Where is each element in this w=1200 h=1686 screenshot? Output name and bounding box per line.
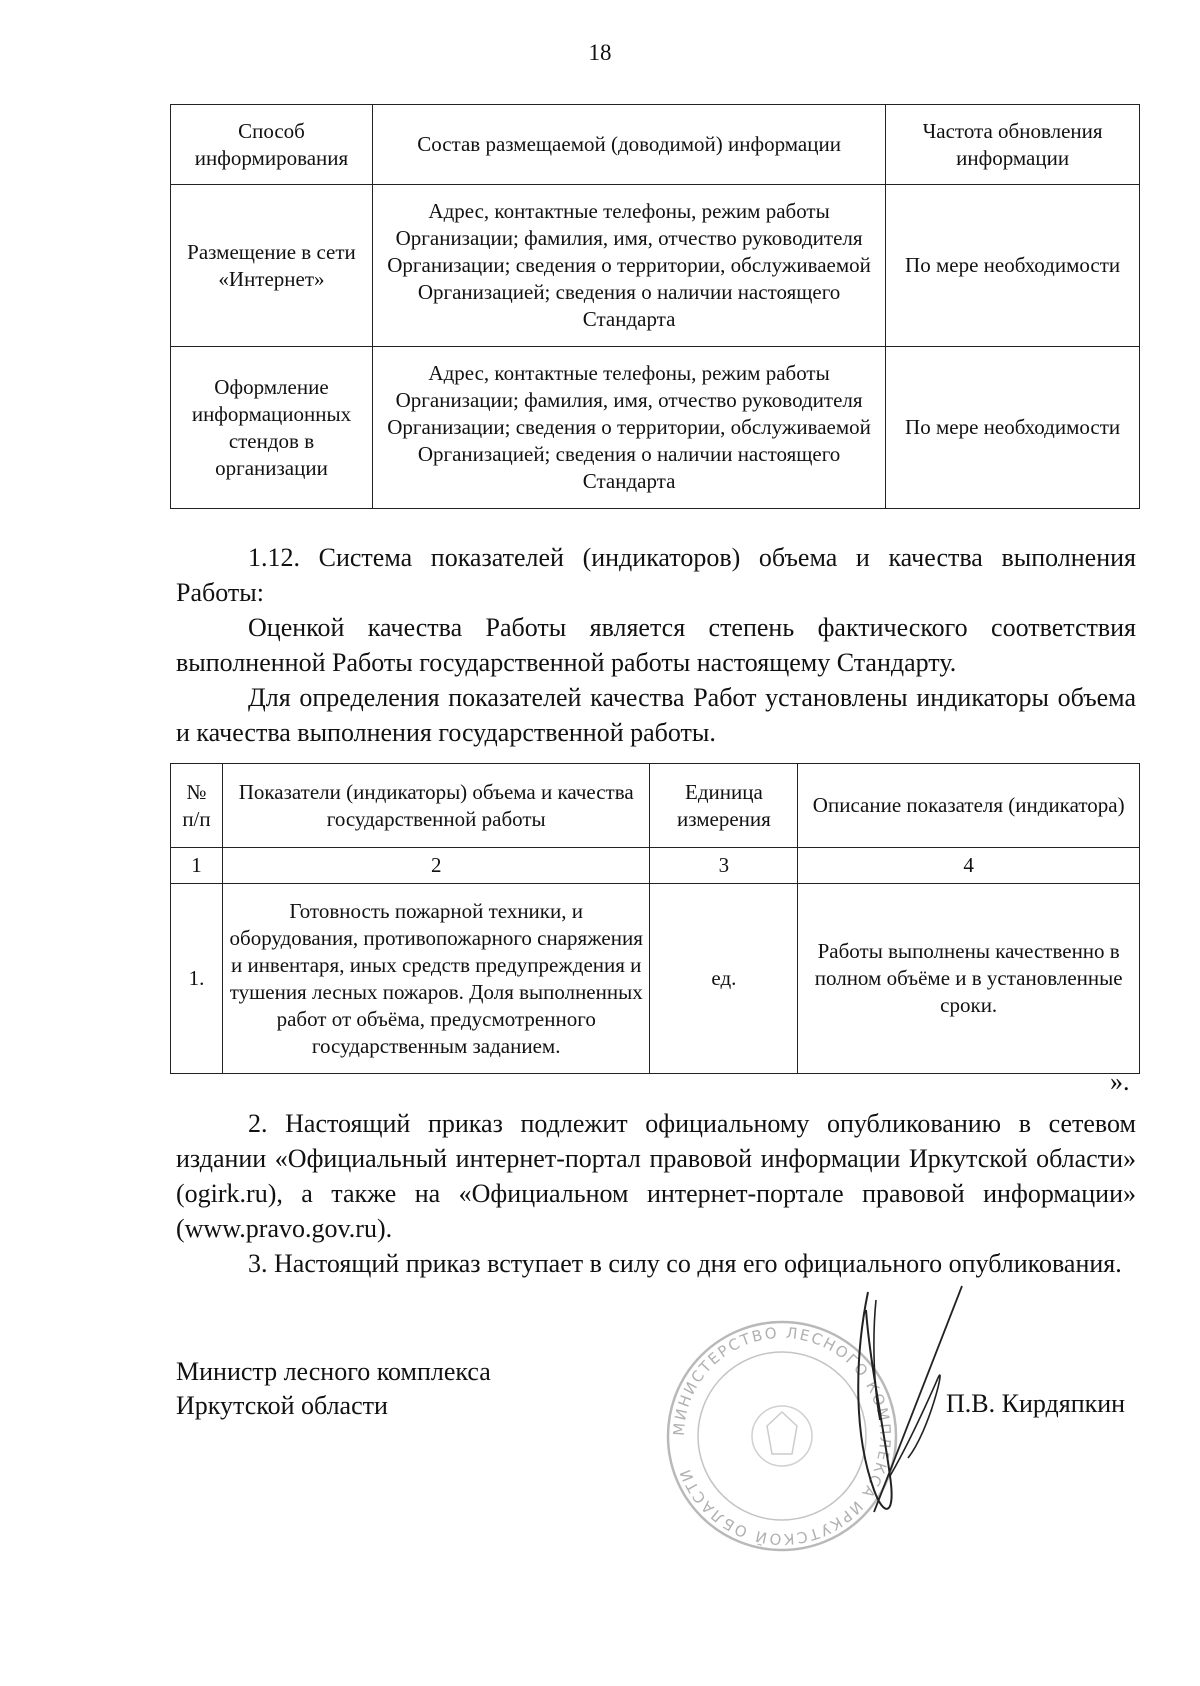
cell-frequency: По мере необходимости	[886, 185, 1140, 347]
cell-method: Оформление информационных стендов в организации	[171, 347, 373, 509]
column-number: 1	[171, 848, 223, 884]
cell-content: Адрес, контактные телефоны, режим работы Организации; фамилия, имя, отчество руководителя Организации; сведения о территории, обслуживаемой Организацией; сведения о наличии настоящего Стандарта	[372, 347, 885, 509]
cell-unit: ед.	[650, 884, 798, 1074]
column-number: 3	[650, 848, 798, 884]
column-number: 2	[222, 848, 650, 884]
closing-quote: ».	[1110, 1067, 1130, 1096]
column-numbering-row	[171, 848, 1140, 884]
cell-method: Размещение в сети «Интернет»	[171, 185, 373, 347]
stamp-text: МИНИСТЕРСТВО ЛЕСНОГО КОМПЛЕКСА ИРКУТСКОЙ ОБЛАСТИ	[669, 1323, 895, 1549]
section-1-12	[176, 540, 1136, 750]
indicators-table	[170, 763, 1140, 1074]
order-clauses	[176, 1106, 1136, 1281]
paragraph: Для определения показателей качества Работ установлены индикаторы объема и качества выполнения государственной работы.	[176, 683, 1136, 747]
cell-frequency: По мере необходимости	[886, 347, 1140, 509]
table-header-row	[171, 764, 1140, 848]
column-number: 4	[798, 848, 1140, 884]
header-description: Описание показателя (индикатора)	[798, 764, 1140, 848]
cell-indicator: Готовность пожарной техники, и оборудования, противопожарного снаряжения и инвентаря, иных средств предупреждения и тушения лесных пожаров. Доля выполненных работ от объёма, предусмотренного государственным заданием.	[222, 884, 650, 1074]
cell-description: Работы выполнены качественно в полном объёме и в установленные сроки.	[798, 884, 1140, 1074]
signatory-title-line: Министр лесного комплекса	[176, 1357, 491, 1386]
signatory-title	[176, 1355, 491, 1423]
cell-content: Адрес, контактные телефоны, режим работы Организации; фамилия, имя, отчество руководителя Организации; сведения о территории, обслуживаемой Организацией; сведения о наличии настоящего Стандарта	[372, 185, 885, 347]
signatory-name: П.В. Кирдяпкин	[946, 1389, 1126, 1418]
header-indicator: Показатели (индикаторы) объема и качества государственной работы	[222, 764, 650, 848]
page-number: 18	[588, 40, 612, 65]
signatory-title-line: Иркутской области	[176, 1391, 388, 1420]
paragraph: 1.12. Система показателей (индикаторов) объема и качества выполнения Работы:	[176, 543, 1136, 607]
information-methods-table	[170, 104, 1140, 509]
header-number: № п/п	[171, 764, 223, 848]
table-header-row	[171, 105, 1140, 185]
header-content: Состав размещаемой (доводимой) информации	[372, 105, 885, 185]
table-row	[171, 185, 1140, 347]
header-unit: Единица измерения	[650, 764, 798, 848]
header-method: Способ информирования	[171, 105, 373, 185]
table-row	[171, 347, 1140, 509]
paragraph: 2. Настоящий приказ подлежит официальному опубликованию в сетевом издании «Официальный интернет-портал правовой информации Иркутской области» (ogirk.ru), а также на «Официальном интернет-портале правовой информации» (www.pravo.gov.ru).	[176, 1109, 1136, 1243]
table-row	[171, 884, 1140, 1074]
paragraph: 3. Настоящий приказ вступает в силу со дня его официального опубликования.	[248, 1249, 1122, 1278]
cell-number: 1.	[171, 884, 223, 1074]
paragraph: Оценкой качества Работы является степень фактического соответствия выполненной Работы государственной работы настоящему Стандарту.	[176, 613, 1136, 677]
header-frequency: Частота обновления информации	[886, 105, 1140, 185]
